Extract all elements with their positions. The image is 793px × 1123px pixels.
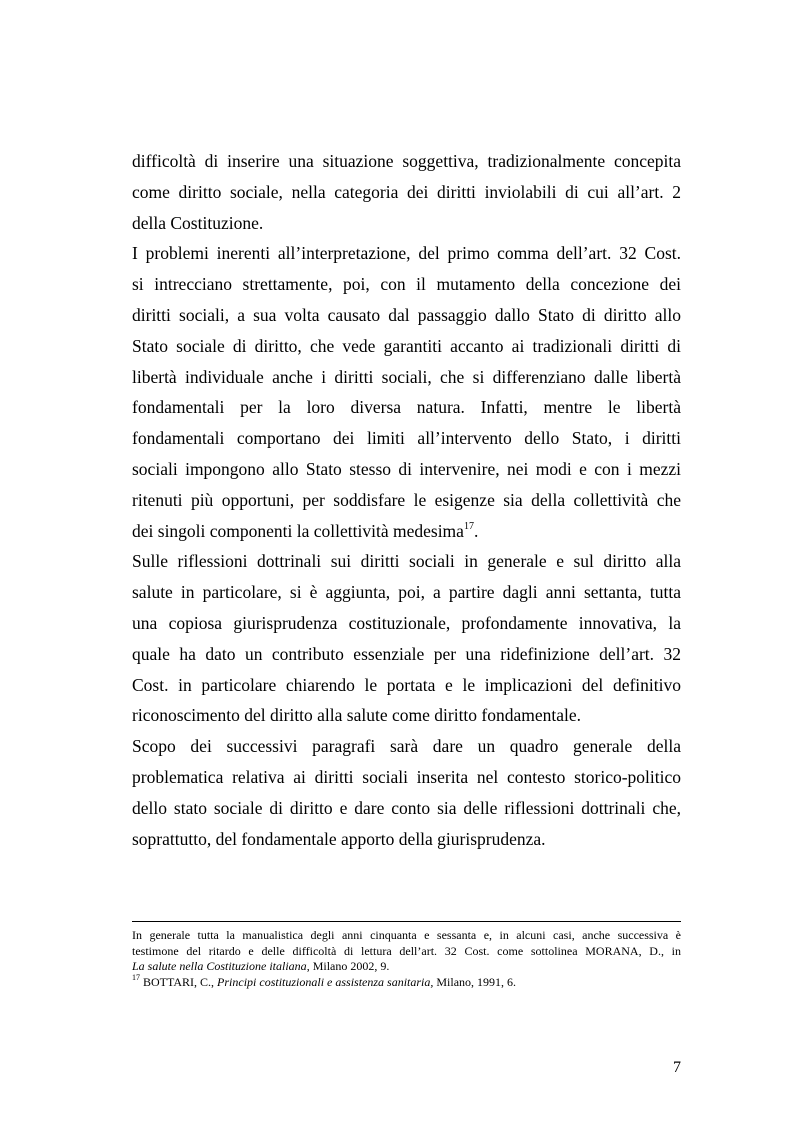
text-line: fondamentali comportano dei limiti all’intervento dello Stato, i diritti [132, 428, 681, 449]
text-line: ritenuti più opportuni, per soddisfare le esigenze sia della collettività che [132, 489, 681, 510]
cited-work-title: Principi costituzionali e assistenza sanitaria, [217, 974, 434, 989]
footnote-17 [132, 972, 681, 991]
citation-details: , Milano 2002, 9. [306, 959, 390, 973]
text-line: I problemi inerenti all’interpretazione, del primo comma dell’art. 32 Cost. [132, 243, 681, 264]
footnote-line: testimone del ritardo e delle difficoltà di lettura dell’art. 32 Cost. come sottolinea MORANA, D., in [132, 943, 681, 958]
text-line: Cost. in particolare chiarendo le portata e le implicazioni del definitivo [132, 674, 681, 695]
text-line: come diritto sociale, nella categoria dei diritti inviolabili di cui all’art. 2 [132, 181, 681, 202]
text-line: Stato sociale di diritto, che vede garantiti accanto ai tradizionali diritti di [132, 335, 681, 356]
sentence-period: . [473, 520, 479, 541]
footnote-separator [132, 921, 681, 922]
footnote-line: In generale tutta la manualistica degli anni cinquanta e sessanta e, in alcuni casi, anche successiva è [132, 928, 681, 942]
text-line: Scopo dei successivi paragrafi sarà dare un quadro generale della [132, 736, 681, 757]
footnotes [132, 928, 681, 990]
citation-author: BOTTARI, C., [140, 974, 218, 989]
text-line: libertà individuale anche i diritti sociali, che si differenziano dalle libertà [132, 366, 681, 387]
page-number: 7 [673, 1059, 681, 1076]
text-line: difficoltà di inserire una situazione soggettiva, tradizionalmente concepita [132, 151, 681, 171]
text-line: riconoscimento del diritto alla salute come diritto fondamentale. [132, 705, 582, 726]
text-line: dello stato sociale di diritto e dare conto sia delle riflessioni dottrinali che, [132, 797, 681, 818]
text-line-segment: dei singoli componenti la collettività medesima [132, 520, 464, 541]
footnote-line [132, 959, 681, 975]
text-line: problematica relativa ai diritti sociali inserita nel contesto storico-politico [132, 766, 681, 787]
text-line: soprattutto, del fondamentale apporto della giurisprudenza. [132, 828, 546, 849]
body-text [132, 146, 681, 854]
footnote-number: 17 [132, 972, 140, 982]
text-line: fondamentali per la loro diversa natura. Infatti, mentre le libertà [132, 397, 681, 418]
footnote-reference: 17 [463, 520, 474, 532]
text-line: quale ha dato un contributo essenziale per una ridefinizione dell’art. 32 [132, 643, 681, 664]
text-line: una copiosa giurisprudenza costituzionale, profondamente innovativa, la [132, 612, 681, 633]
text-line: si intrecciano strettamente, poi, con il mutamento della concezione dei [132, 274, 681, 295]
text-line: diritti sociali, a sua volta causato dal passaggio dallo Stato di diritto allo [132, 304, 681, 325]
text-line [132, 516, 681, 547]
text-line: Sulle riflessioni dottrinali sui diritti sociali in generale e sul diritto alla [132, 551, 681, 572]
cited-work-title: La salute nella Costituzione italiana [132, 959, 307, 973]
text-line: della Costituzione. [132, 212, 264, 233]
citation-details: Milano, 1991, 6. [433, 974, 517, 989]
text-line: sociali impongono allo Stato stesso di intervenire, nei modi e con i mezzi [132, 458, 681, 479]
text-line: salute in particolare, si è aggiunta, poi, a partire dagli anni settanta, tutta [132, 582, 681, 603]
